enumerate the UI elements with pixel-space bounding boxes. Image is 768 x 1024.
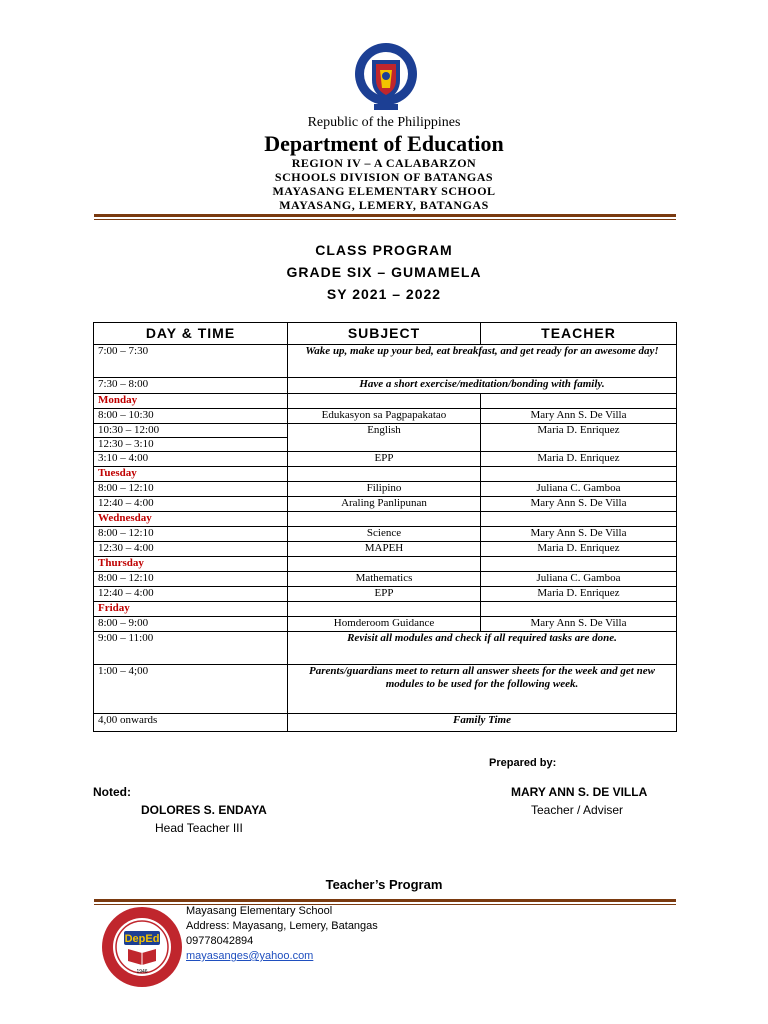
subject-cell: Araling Panlipunan xyxy=(288,497,481,512)
activity-note: Parents/guardians meet to return all answer sheets for the week and get new modules to be used for the following week. xyxy=(288,665,677,714)
noted-title: Head Teacher III xyxy=(155,821,243,835)
table-row xyxy=(94,587,677,602)
subject-cell: Homderoom Guidance xyxy=(288,617,481,632)
time-cell: 7:30 – 8:00 xyxy=(94,378,288,394)
teacher-cell: Juliana C. Gamboa xyxy=(481,572,677,587)
noted-label: Noted: xyxy=(93,785,131,799)
footer-phone: 09778042894 xyxy=(186,935,254,947)
footer-school: Mayasang Elementary School xyxy=(186,905,333,917)
time-cell: 7:00 – 7:30 xyxy=(94,345,288,378)
table-row xyxy=(94,665,677,714)
table-row xyxy=(94,632,677,665)
teacher-cell: Juliana C. Gamboa xyxy=(481,482,677,497)
day-row xyxy=(94,512,677,527)
activity-note: Have a short exercise/meditation/bonding with family. xyxy=(288,378,677,394)
noted-name: DOLORES S. ENDAYA xyxy=(141,803,267,817)
day-row xyxy=(94,467,677,482)
day-label: Wednesday xyxy=(94,512,288,527)
header-divider xyxy=(94,214,676,220)
table-row xyxy=(94,542,677,557)
day-row xyxy=(94,557,677,572)
time-cell: 3:10 – 4:00 xyxy=(94,452,288,467)
table-row xyxy=(94,409,677,424)
time-cell: 8:00 – 12:10 xyxy=(94,572,288,587)
table-row xyxy=(94,497,677,512)
department-title: Department of Education xyxy=(264,131,504,156)
table-row xyxy=(94,424,677,438)
header-day-time: DAY & TIME xyxy=(94,323,288,345)
teacher-cell: Mary Ann S. De Villa xyxy=(481,409,677,424)
table-row xyxy=(94,527,677,542)
time-cell: 12:40 – 4:00 xyxy=(94,497,288,512)
day-label: Tuesday xyxy=(94,467,288,482)
division-line: SCHOOLS DIVISION OF BATANGAS xyxy=(274,170,494,184)
day-row xyxy=(94,394,677,409)
table-row xyxy=(94,482,677,497)
logo-deped-text: DepEd xyxy=(124,933,160,945)
teacher-cell: Maria D. Enriquez xyxy=(481,424,677,452)
day-label: Monday xyxy=(94,394,288,409)
time-cell: 8:00 – 10:30 xyxy=(94,409,288,424)
teacher-cell: Mary Ann S. De Villa xyxy=(481,527,677,542)
time-cell: 1:00 – 4;00 xyxy=(94,665,288,714)
day-row xyxy=(94,602,677,617)
prepared-by-label: Prepared by: xyxy=(489,757,557,769)
subject-cell: MAPEH xyxy=(288,542,481,557)
teacher-cell: Mary Ann S. De Villa xyxy=(481,617,677,632)
teacher-cell: Maria D. Enriquez xyxy=(481,542,677,557)
time-cell: 12:30 – 4:00 xyxy=(94,542,288,557)
activity-note: Family Time xyxy=(288,714,677,732)
prepared-name: MARY ANN S. DE VILLA xyxy=(511,785,648,799)
table-row xyxy=(94,572,677,587)
time-cell: 9:00 – 11:00 xyxy=(94,632,288,665)
day-label: Thursday xyxy=(94,557,288,572)
time-cell: 10:30 – 12:00 xyxy=(94,424,288,438)
day-label: Friday xyxy=(94,602,288,617)
footer-email-link[interactable]: mayasanges@yahoo.com xyxy=(186,950,314,962)
subject-cell: EPP xyxy=(288,587,481,602)
logo-year-text: 1946 xyxy=(136,969,148,975)
time-cell: 8:00 – 9:00 xyxy=(94,617,288,632)
table-header-row xyxy=(94,323,677,345)
grade-section-title: GRADE SIX – GUMAMELA xyxy=(286,264,482,280)
table-row xyxy=(94,378,677,394)
subject-cell: Mathematics xyxy=(288,572,481,587)
time-cell: 12:30 – 3:10 xyxy=(94,438,288,452)
time-cell: 12:40 – 4:00 xyxy=(94,587,288,602)
prepared-title: Teacher / Adviser xyxy=(531,803,624,817)
time-cell: 8:00 – 12:10 xyxy=(94,482,288,497)
table-row xyxy=(94,345,677,378)
footer-contact xyxy=(186,904,378,964)
address-line: MAYASANG, LEMERY, BATANGAS xyxy=(279,198,489,212)
table-row xyxy=(94,452,677,467)
time-cell: 4,00 onwards xyxy=(94,714,288,732)
teachers-program-title: Teacher’s Program xyxy=(325,877,443,892)
deped-seal-icon xyxy=(354,40,418,112)
activity-note: Wake up, make up your bed, eat breakfast, and get ready for an awesome day! xyxy=(288,345,677,378)
teacher-cell: Maria D. Enriquez xyxy=(481,452,677,467)
school-logo-icon xyxy=(100,905,184,989)
class-program-table xyxy=(93,322,677,732)
subject-cell: EPP xyxy=(288,452,481,467)
header-teacher: TEACHER xyxy=(481,323,677,345)
time-cell: 8:00 – 12:10 xyxy=(94,527,288,542)
school-line: MAYASANG ELEMENTARY SCHOOL xyxy=(272,184,496,198)
subject-cell: Filipino xyxy=(288,482,481,497)
activity-note: Revisit all modules and check if all required tasks are done. xyxy=(288,632,677,665)
school-year-title: SY 2021 – 2022 xyxy=(326,286,442,302)
table-row xyxy=(94,714,677,732)
teacher-cell: Maria D. Enriquez xyxy=(481,587,677,602)
table-row xyxy=(94,617,677,632)
teacher-cell: Mary Ann S. De Villa xyxy=(481,497,677,512)
class-program-title: CLASS PROGRAM xyxy=(315,242,453,258)
header-subject: SUBJECT xyxy=(288,323,481,345)
subject-cell: English xyxy=(288,424,481,452)
footer-address: Address: Mayasang, Lemery, Batangas xyxy=(186,920,378,932)
region-line: REGION IV – A CALABARZON xyxy=(291,156,477,170)
republic-text: Republic of the Philippines xyxy=(307,115,461,130)
subject-cell: Science xyxy=(288,527,481,542)
subject-cell: Edukasyon sa Pagpapakatao xyxy=(288,409,481,424)
